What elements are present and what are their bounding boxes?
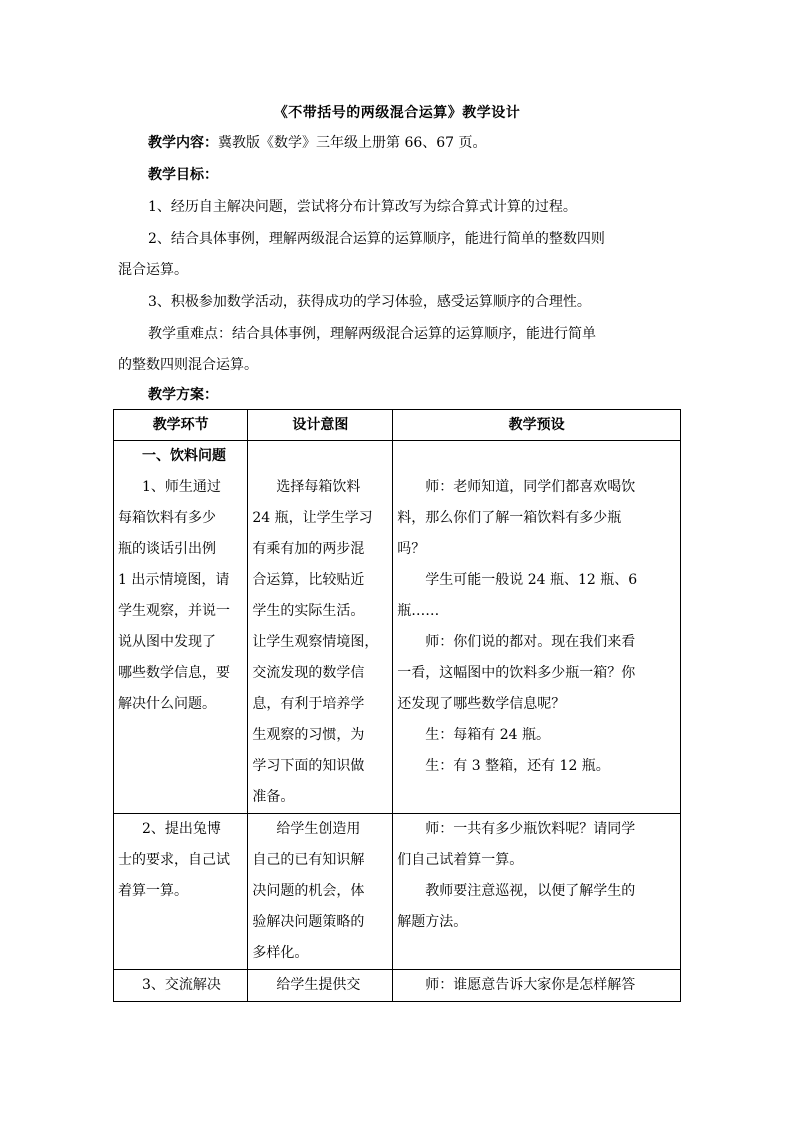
plan-table [113, 409, 681, 1002]
preset-cell: 师：谁愿意告诉大家你是怎样解答 [393, 970, 681, 1002]
content-line [148, 128, 678, 158]
content-label: 教学内容： [148, 135, 218, 151]
goal-1: 1、经历自主解决问题，尝试将分布计算改写为综合算式计算的过程。 [148, 199, 577, 215]
table-row [114, 814, 681, 970]
content-text: 冀教版《数学》三年级上册第 66、67 页。 [218, 135, 487, 151]
goal-3: 3、积极参加数学活动，获得成功的学习体验，感受运算顺序的合理性。 [148, 294, 591, 310]
table-row [114, 441, 681, 814]
intent-cell: 给学生提供交 [248, 970, 393, 1002]
document-title: 《不带括号的两级混合运算》教学设计 [273, 105, 521, 121]
step-cell: 3、交流解决 [114, 970, 248, 1002]
goal-2-cont: 混合运算。 [118, 262, 188, 278]
step-cell: 一、饮料问题 1、师生通过 每箱饮料有多少 瓶的谈话引出例 1 出示情境图，请 学生观察，并说一 说从图中发现了 哪些数学信息，要 解决什么问题。 [114, 441, 248, 814]
table-row [114, 970, 681, 1002]
plan-heading: 教学方案： [148, 387, 218, 403]
goal-2: 2、结合具体事例，理解两级混合运算的运算顺序，能进行简单的整数四则 [148, 231, 605, 247]
preset-cell: 师：一共有多少瓶饮料呢？请同学 们自己试着算一算。 教师要注意巡视，以便了解学生的 解题方法。 [393, 814, 681, 970]
key-points-cont: 的整数四则混合运算。 [118, 357, 258, 373]
goals-heading: 教学目标： [148, 167, 218, 183]
table-header-row [114, 410, 681, 441]
section-title: 一、饮料问题 [142, 448, 226, 464]
key-points: 教学重难点：结合具体事例，理解两级混合运算的运算顺序，能进行简单 [148, 326, 596, 342]
preset-cell: 师：老师知道，同学们都喜欢喝饮 料，那么你们了解一箱饮料有多少瓶 吗？ 学生可能一般说 24 瓶、12 瓶、6 瓶…… 师：你们说的都对。现在我们来看 一看，这幅图中的饮料多少瓶一箱？你 还发现了哪些数学信息呢？ 生：每箱有 24 瓶。 生：有 3 整箱，还有 12 瓶。 [393, 441, 681, 814]
step-cell: 2、提出兔博 士的要求，自己试 着算一算。 [114, 814, 248, 970]
header-intent: 设计意图 [248, 410, 393, 441]
header-step: 教学环节 [114, 410, 248, 441]
header-preset: 教学预设 [393, 410, 681, 441]
intent-cell: 给学生创造用 自己的已有知识解 决问题的机会，体 验解决问题策略的 多样化。 [248, 814, 393, 970]
intent-cell: 选择每箱饮料 24 瓶，让学生学习 有乘有加的两步混 合运算，比较贴近 学生的实际生活。 让学生观察情境图， 交流发现的数学信 息，有利于培养学 生观察的习惯，为 学习下面的知识做 准备。 [248, 441, 393, 814]
